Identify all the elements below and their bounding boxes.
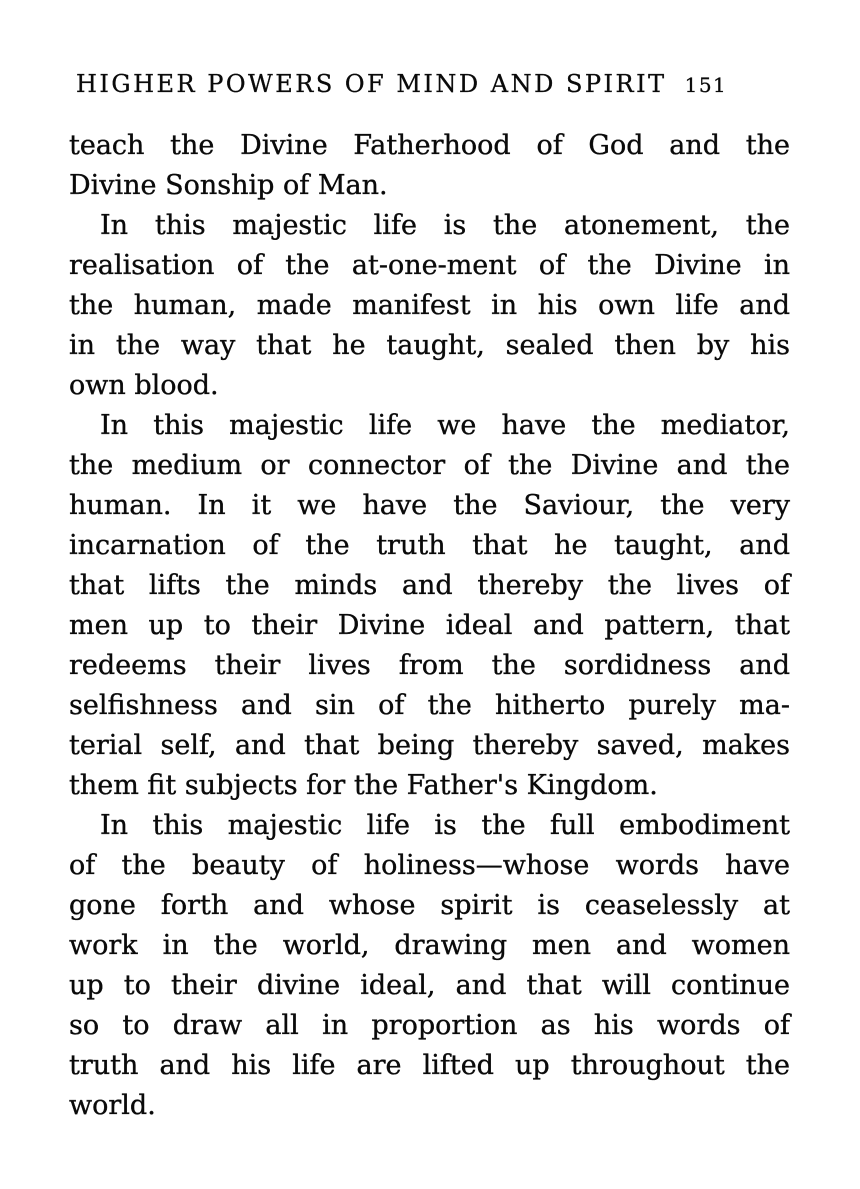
- paragraph: [69, 806, 790, 1126]
- text-line: the medium or connector of the Divine and the: [69, 450, 790, 481]
- text-line: work in the world, drawing men and women: [69, 930, 790, 961]
- text-line: Divine Sonship of Man.: [69, 170, 388, 201]
- text-line: so to draw all in proportion as his words of: [69, 1010, 790, 1041]
- text-line: In this majestic life we have the mediator,: [100, 410, 790, 441]
- text-line: men up to their Divine ideal and pattern, that: [69, 610, 790, 641]
- text-line: up to their divine ideal, and that will continue: [69, 970, 790, 1001]
- text-line: In this majestic life is the atonement, the: [100, 210, 790, 241]
- running-head: [76, 70, 727, 98]
- text-line: realisation of the at-one-ment of the Divine in: [69, 250, 790, 281]
- text-line: gone forth and whose spirit is ceaselessly at: [69, 890, 790, 921]
- body-text: [69, 126, 790, 1126]
- paragraph: [69, 126, 790, 206]
- text-line: that lifts the minds and thereby the lives of: [69, 570, 790, 601]
- text-line: of the beauty of holiness—whose words have: [69, 850, 790, 881]
- paragraph: [69, 206, 790, 406]
- text-line: redeems their lives from the sordidness and: [69, 650, 790, 681]
- text-line: truth and his life are lifted up throughout the: [69, 1050, 790, 1081]
- text-line: incarnation of the truth that he taught, and: [69, 530, 790, 561]
- text-line: In this majestic life is the full embodiment: [100, 810, 790, 841]
- text-line: selfishness and sin of the hitherto purely ma-: [69, 690, 790, 721]
- page-number: 151: [684, 73, 728, 97]
- text-line: world.: [69, 1090, 156, 1121]
- text-line: in the way that he taught, sealed then by his: [69, 330, 790, 361]
- text-line: human. In it we have the Saviour, the very: [69, 490, 790, 521]
- text-line: terial self, and that being thereby saved, makes: [69, 730, 790, 761]
- text-line: the human, made manifest in his own life and: [69, 290, 790, 321]
- text-line: them fit subjects for the Father's Kingdom.: [69, 770, 658, 801]
- text-line: teach the Divine Fatherhood of God and the: [69, 130, 790, 161]
- running-head-title: HIGHER POWERS OF MIND AND SPIRIT: [76, 70, 667, 98]
- text-line: own blood.: [69, 370, 219, 401]
- paragraph: [69, 406, 790, 806]
